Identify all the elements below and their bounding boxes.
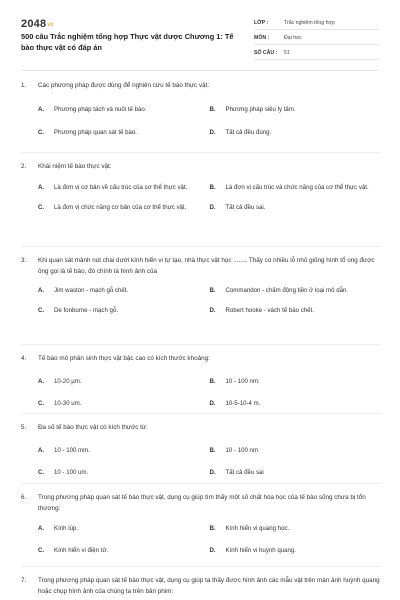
- option-text: 10 - 100 mm.: [54, 447, 90, 454]
- question-number: 4.: [21, 355, 27, 362]
- question-text: Tế bào mô phân sinh thực vật bậc cao có kích thước khoảng:: [38, 355, 210, 362]
- meta-count-row: [254, 46, 379, 60]
- question-text: Trong phương pháp quan sát tế bào thực vật, dụng cụ giúp tìm thấy một số chất hóa học của tế bào sống chưa bị tổn thương:: [38, 494, 366, 512]
- option-text: De fonburne - mạch gỗ.: [54, 307, 119, 314]
- option-c[interactable]: [38, 399, 210, 409]
- option-d[interactable]: [210, 468, 382, 478]
- document-header: [0, 0, 400, 66]
- option-letter: B.: [209, 525, 216, 532]
- option-text: 10-5-10-4 m.: [225, 400, 261, 407]
- meta-label: LỚP :: [254, 19, 269, 26]
- option-text: 10-30 um.: [54, 400, 82, 407]
- option-text: 10 - 100 um.: [54, 469, 89, 476]
- question-7: [21, 567, 381, 600]
- option-a[interactable]: [38, 183, 210, 193]
- site-logo[interactable]: $2048^{vn}$: [21, 18, 54, 30]
- option-list: [21, 377, 381, 409]
- option-letter: C.: [38, 204, 45, 211]
- option-text: Tất cả đều đúng.: [225, 129, 272, 136]
- question-text: Các phương pháp được dùng để nghiên cứu tế bào thực vật:: [38, 82, 210, 89]
- option-text: Là đơn vị cơ bản về cấu trúc của cơ thể thực vật.: [54, 184, 188, 191]
- question-4: [21, 345, 381, 414]
- option-list: [21, 524, 381, 556]
- option-letter: C.: [38, 307, 45, 314]
- option-b[interactable]: [210, 446, 382, 456]
- option-c[interactable]: [38, 128, 210, 138]
- option-text: 10 - 100 nm.: [225, 378, 260, 385]
- meta-class-row: [254, 16, 379, 30]
- option-d[interactable]: [210, 128, 382, 138]
- option-text: Phương pháp siêu ly tâm.: [225, 106, 296, 113]
- option-a[interactable]: [38, 286, 210, 296]
- option-letter: C.: [38, 400, 45, 407]
- meta-value: Đại học: [284, 34, 302, 41]
- question-number: 6.: [21, 494, 27, 501]
- question-number: 7.: [21, 577, 27, 584]
- question-2: [21, 153, 381, 247]
- option-text: Kính hiển vi quang học.: [225, 525, 290, 532]
- question-text: Khái niệm tế bào thực vật:: [38, 163, 112, 170]
- question-text: Trong phương pháp quan sát tế bào thực vật, dụng cụ giúp ta thấy được hình ảnh các mẫu vật trên màn ảnh huỳnh quang hoặc chụp hình ảnh của chúng ta trên bản phim:: [38, 577, 380, 595]
- option-letter: A.: [38, 378, 45, 385]
- option-b[interactable]: [210, 524, 382, 534]
- option-letter: A.: [38, 447, 45, 454]
- option-text: 10-20 µm.: [54, 378, 82, 385]
- option-d[interactable]: [210, 399, 382, 409]
- option-list: [21, 183, 381, 213]
- question-6: [21, 484, 381, 567]
- option-letter: D.: [209, 400, 216, 407]
- option-text: Tất cả đều sai.: [225, 204, 266, 211]
- question-number: 2.: [21, 163, 27, 170]
- option-a[interactable]: [38, 524, 210, 534]
- option-letter: C.: [38, 547, 45, 554]
- meta-label: SỐ CÂU :: [254, 49, 278, 56]
- option-b[interactable]: [210, 377, 382, 387]
- option-a[interactable]: [38, 446, 210, 456]
- document-meta: [254, 16, 379, 61]
- option-letter: D.: [209, 307, 216, 314]
- meta-value: 51: [284, 49, 290, 56]
- question-number: 1.: [21, 82, 27, 89]
- option-letter: B.: [209, 447, 216, 454]
- option-letter: B.: [209, 378, 216, 385]
- question-number: 3.: [21, 257, 27, 264]
- option-letter: C.: [38, 469, 45, 476]
- option-a[interactable]: [38, 105, 210, 115]
- option-letter: A.: [38, 287, 45, 294]
- option-letter: A.: [38, 106, 45, 113]
- option-text: 10 - 100 nm: [225, 447, 259, 454]
- option-text: Là đơn vị chức năng cơ bản của cơ thể thực vật.: [54, 204, 187, 211]
- option-c[interactable]: [38, 546, 210, 556]
- option-c[interactable]: [38, 468, 210, 478]
- option-text: Commandon - chấm động tiền ở loại mô dẫn.: [225, 287, 349, 294]
- option-text: Tất cả đều sai: [225, 469, 264, 476]
- option-b[interactable]: [210, 105, 382, 115]
- option-c[interactable]: [38, 306, 210, 316]
- option-text: Kính hiển vi điện tử.: [54, 547, 109, 554]
- meta-label: MÔN :: [254, 34, 270, 41]
- option-list: [21, 446, 381, 478]
- option-text: Phương pháp tách và nuôi tế bào.: [54, 106, 147, 113]
- option-text: Jim waston - mạch gỗ chết.: [54, 287, 129, 294]
- option-text: Phương pháp quan sát tế bào.: [54, 129, 137, 136]
- question-list: [21, 78, 381, 600]
- option-letter: A.: [38, 184, 45, 191]
- option-letter: B.: [209, 287, 216, 294]
- question-1: [21, 78, 381, 153]
- option-letter: C.: [38, 129, 45, 136]
- option-letter: D.: [209, 469, 216, 476]
- option-a[interactable]: [38, 377, 210, 387]
- option-list: [21, 105, 381, 138]
- option-letter: D.: [209, 204, 216, 211]
- option-letter: B.: [209, 106, 216, 113]
- option-b[interactable]: [210, 286, 382, 296]
- option-d[interactable]: [210, 306, 382, 316]
- question-text: Đa số tế bào thực vật có kích thước từ:: [38, 424, 148, 431]
- option-d[interactable]: [210, 546, 382, 556]
- option-letter: A.: [38, 525, 45, 532]
- question-number: 5.: [21, 424, 27, 431]
- option-d[interactable]: [210, 203, 382, 213]
- option-letter: B.: [209, 184, 216, 191]
- meta-value: Trắc nghiệm tổng hợp: [284, 19, 335, 26]
- question-5: [21, 414, 381, 484]
- option-letter: D.: [209, 547, 216, 554]
- meta-subject-row: [254, 31, 379, 45]
- option-text: Là đơn vị cấu trúc và chức năng của cơ thể thực vật.: [225, 184, 369, 191]
- document-title: 500 câu Trắc nghiệm tổng hợp Thực vật dược Chương 1: Tế bào thực vật có đáp án: [21, 32, 234, 52]
- option-b[interactable]: [210, 183, 382, 193]
- option-text: Kính lúp.: [54, 525, 79, 532]
- header-divider: [21, 70, 379, 71]
- option-text: Robert hooke - vách tế bào chết.: [225, 307, 314, 314]
- question-text: Khi quan sát mảnh nút chai dưới kính hiển vi tự tạo, nhà thực vật học ........ Thấy có nhiều lỗ nhỏ giống hình tổ ong được ông gọi là tế bào, đó chính là hình ảnh của: [38, 257, 375, 275]
- option-c[interactable]: [38, 203, 210, 213]
- option-letter: D.: [209, 129, 216, 136]
- option-list: [21, 286, 381, 316]
- option-text: Kính hiển vi huỳnh quang.: [225, 547, 296, 554]
- question-3: [21, 247, 381, 345]
